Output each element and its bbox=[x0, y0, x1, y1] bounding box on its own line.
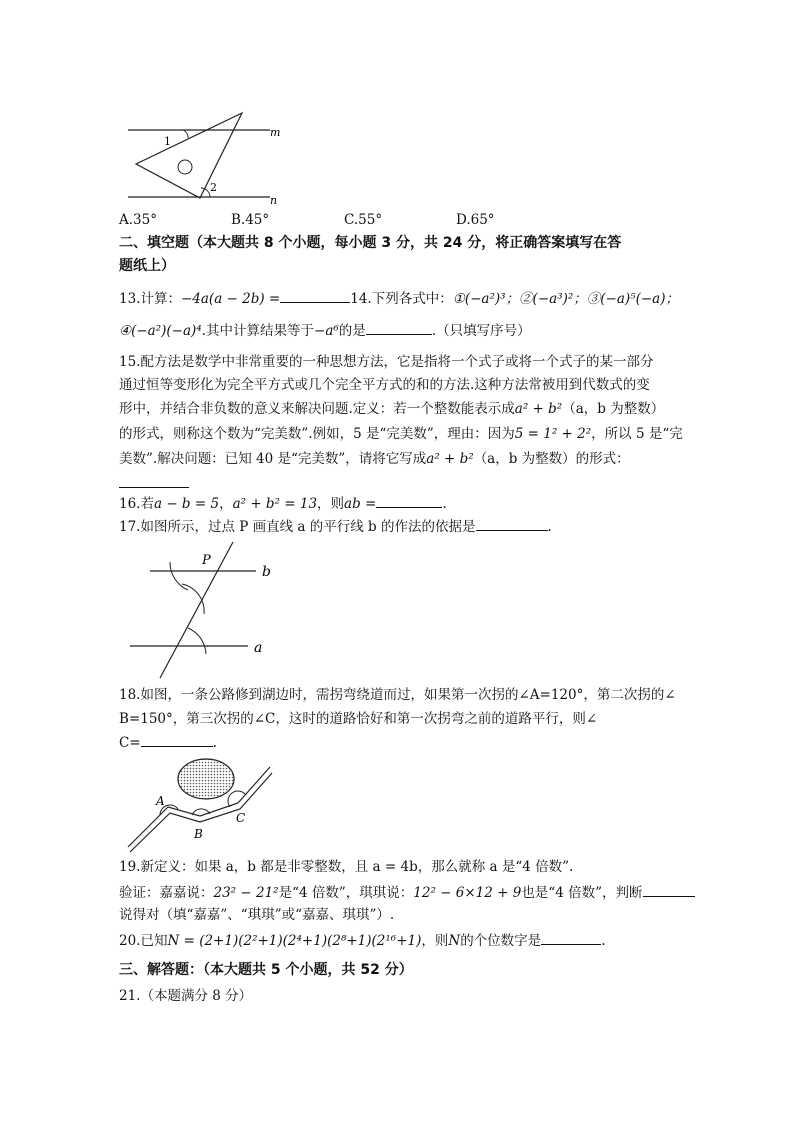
q19-line2-c: 是“4 倍数”，琪琪说： bbox=[278, 885, 414, 901]
q15-line5-b: a² + b² bbox=[426, 451, 474, 467]
q21-text: 21.（本题满分 8 分） bbox=[119, 988, 253, 1004]
q19-answer-blank[interactable] bbox=[643, 882, 695, 897]
choice-a: A.35° bbox=[119, 212, 157, 228]
q19-line2-b: 23² − 21² bbox=[213, 885, 279, 901]
q18-line1: 18.如图，一条公路修到湖边时，需拐弯绕道而过，如果第一次拐的∠A=120°，第二次拐的∠ bbox=[119, 687, 676, 703]
corner-c-label: C bbox=[236, 811, 246, 825]
q15-line3 bbox=[119, 399, 679, 419]
q13-q14-line bbox=[119, 288, 679, 309]
q15-line1: 15.配方法是数学中非常重要的一种思想方法，它是指将一个式子或将一个式子的某一部分 bbox=[119, 354, 654, 370]
corner-a-label: A bbox=[156, 794, 165, 808]
q16-b: a − b = 5 bbox=[153, 496, 220, 512]
line-a-label: a bbox=[254, 640, 263, 656]
q14-tail-d: .（只填写序号） bbox=[431, 323, 531, 339]
parallel-construction-figure bbox=[128, 540, 278, 680]
q18-line2: B=150°，第三次拐的∠C，这时的道路恰好和第一次拐弯之前的道路平行，则∠ bbox=[119, 711, 598, 727]
q14-line2 bbox=[119, 320, 679, 341]
q14-item1: ①(−a²)³ bbox=[452, 291, 506, 307]
q16-line: 16.若a − b = 5，a² + b² = 13，则ab = . bbox=[119, 493, 679, 514]
q17-end: . bbox=[547, 519, 552, 535]
choice-c: C.55° bbox=[344, 212, 383, 228]
q20-f: . bbox=[601, 933, 606, 949]
q13-expr: −4a(a − 2b) = bbox=[180, 291, 281, 307]
q14-lead: 14.下列各式中： bbox=[350, 291, 453, 307]
section2-title-line1: 二、填空题（本大题共 8 个小题，每小题 3 分，共 24 分，将正确答案填写在答 bbox=[119, 235, 622, 251]
q18-line3: C= . bbox=[119, 732, 679, 753]
q18-line3-text: C= bbox=[119, 735, 141, 751]
q19-line1: 19.新定义：如果 a，b 都是非零整数，且 a = 4b，那么就称 a 是“4 倍数”. bbox=[119, 859, 574, 875]
q14-item3: ；③(−a)⁵(−a)； bbox=[573, 291, 679, 307]
line-n-label: n bbox=[270, 194, 278, 207]
q14-tail-a: .其中计算结果等于 bbox=[201, 323, 315, 339]
q18-answer-blank[interactable] bbox=[141, 732, 213, 747]
choice-d: D.65° bbox=[456, 212, 495, 228]
q17-line bbox=[119, 516, 679, 537]
line-m-label: m bbox=[270, 126, 281, 139]
q19-line3: 说得对（填“嘉嘉”、“琪琪”或“嘉嘉、琪琪”）. bbox=[119, 907, 395, 923]
q19-line2-a: 验证：嘉嘉说： bbox=[119, 885, 214, 901]
q14-item4: ④(−a²)(−a)⁴ bbox=[119, 323, 202, 339]
section3-title: 三、解答题：（本大题共 5 个小题，共 52 分） bbox=[119, 962, 413, 978]
q13-answer-blank[interactable] bbox=[280, 288, 350, 303]
q16-a: 16.若 bbox=[119, 496, 154, 512]
q15-line5 bbox=[119, 449, 679, 469]
q13-text: 13.计算： bbox=[119, 291, 181, 307]
q15-line3-a: 形中，并结合非负数的意义来解决问题.定义：若一个整数能表示成 bbox=[119, 401, 515, 417]
q19-line2-d: 12² − 6×12 + 9 bbox=[413, 885, 522, 901]
corner-b-label: B bbox=[194, 827, 203, 841]
q20-answer-blank[interactable] bbox=[541, 930, 601, 945]
q16-c: ， bbox=[219, 496, 233, 512]
line-b-label: b bbox=[262, 564, 271, 580]
angle-2-label: 2 bbox=[210, 181, 217, 194]
q15-line3-c: （a，b 为整数） bbox=[562, 401, 665, 417]
q16-d: a² + b² = 13 bbox=[232, 496, 318, 512]
q15-line5-a: 美数”.解决问题：已知 40 是“完美数”，请将它写成 bbox=[119, 451, 427, 467]
q15-answer-blank[interactable] bbox=[119, 487, 189, 488]
q20-line bbox=[119, 930, 679, 951]
q15-line4 bbox=[119, 424, 683, 444]
road-lake-figure bbox=[120, 755, 280, 855]
q16-e: ，则 bbox=[317, 496, 345, 512]
q17-text: 17.如图所示，过点 P 画直线 a 的平行线 b 的作法的依据是 bbox=[119, 519, 476, 535]
q20-e: 的个位数字是 bbox=[460, 933, 542, 949]
triangle-parallel-figure bbox=[120, 108, 300, 208]
q15-line2: 通过恒等变形化为完全平方式或几个完全平方式的和的方法.这种方法常被用到代数式的变 bbox=[119, 377, 650, 393]
q14-answer-blank[interactable] bbox=[366, 320, 432, 335]
q14-tail-b: −a⁶ bbox=[314, 323, 339, 339]
q20-d: N bbox=[448, 933, 461, 949]
q16-f: ab = bbox=[344, 496, 377, 512]
q14-item2: ；②(−a³)² bbox=[505, 291, 574, 307]
point-p-label: P bbox=[202, 553, 211, 568]
q15-line5-c: （a，b 为整数）的形式： bbox=[473, 451, 630, 467]
q17-answer-blank[interactable] bbox=[476, 516, 548, 531]
q15-line4-a: 的形式，则称这个数为“完美数”.例如，5 是“完美数”，理由：因为 bbox=[119, 426, 515, 442]
q15-line4-b: 5 = 1² + 2² bbox=[514, 426, 592, 442]
choice-b: B.45° bbox=[231, 212, 270, 228]
q20-a: 20.已知 bbox=[119, 933, 168, 949]
angle-1-label: 1 bbox=[164, 135, 171, 148]
section2-title-line2: 题纸上） bbox=[119, 258, 175, 274]
q16-answer-blank[interactable] bbox=[376, 493, 442, 508]
q19-line2 bbox=[119, 882, 679, 903]
q20-b: N = (2+1)(2²+1)(2⁴+1)(2⁸+1)(2¹⁶+1) bbox=[167, 933, 422, 949]
q14-tail-c: 的是 bbox=[338, 323, 366, 339]
q15-line4-c: ，所以 5 是“完 bbox=[591, 426, 683, 442]
q19-line2-e: 也是“4 倍数”，判断 bbox=[521, 885, 643, 901]
q15-line3-b: a² + b² bbox=[514, 401, 563, 417]
q20-c: ，则 bbox=[421, 933, 449, 949]
